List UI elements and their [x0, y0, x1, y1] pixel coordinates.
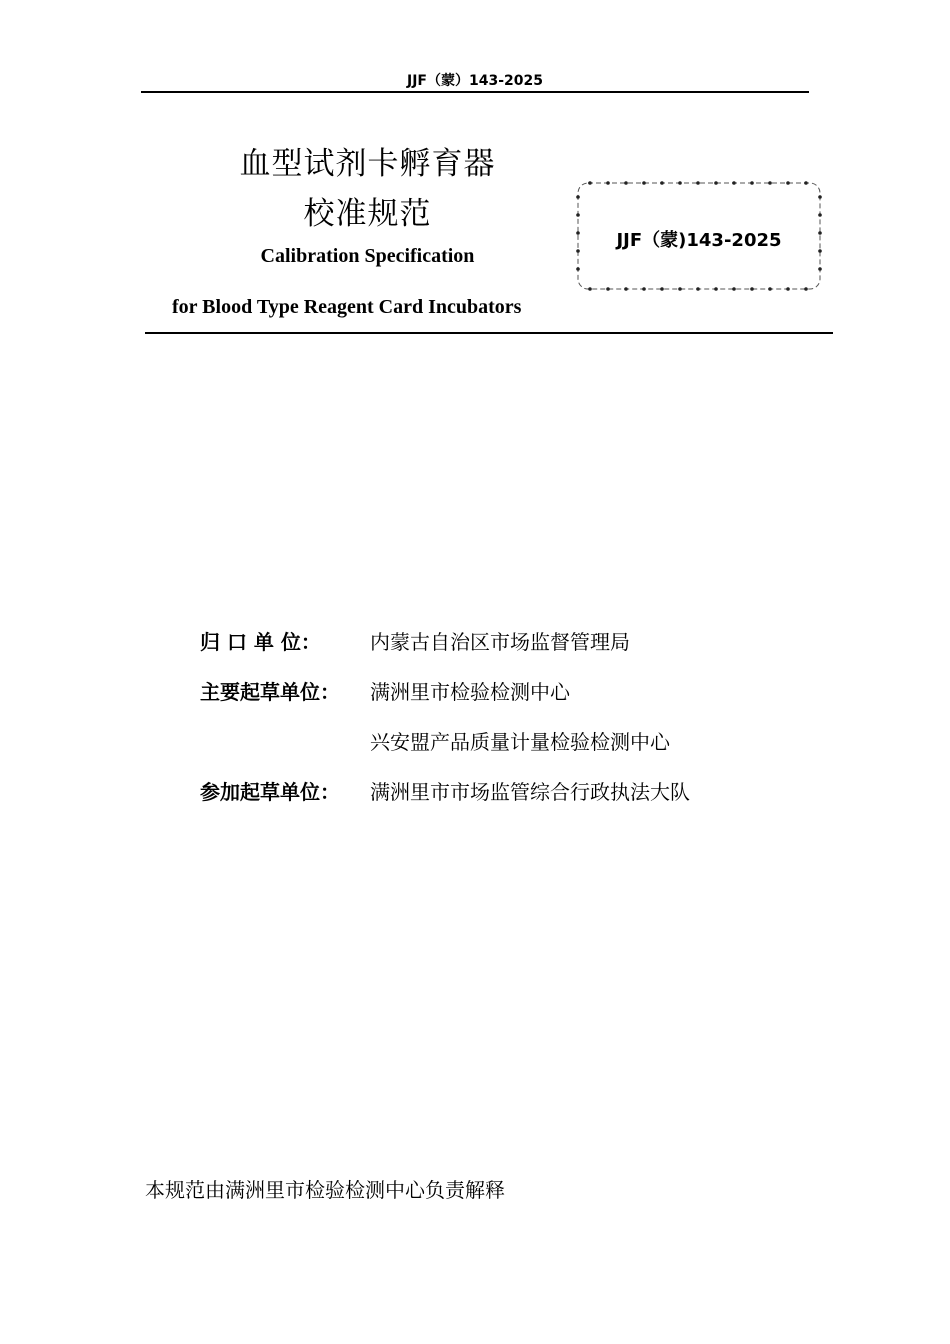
header-divider [141, 91, 809, 93]
border-ornament-dot [678, 181, 682, 185]
border-ornament-dot [732, 181, 736, 185]
interpretation-note: 本规范由满洲里市检验检测中心负责解释 [145, 1178, 505, 1202]
border-ornament-dot [768, 287, 772, 291]
border-ornament-dot [678, 287, 682, 291]
border-ornament-dot [768, 181, 772, 185]
border-ornament-dot [804, 287, 808, 291]
title-english-line-2: for Blood Type Reagent Card Incubators [172, 296, 522, 318]
title-divider [145, 332, 833, 334]
title-chinese-line-2: 校准规范 [303, 196, 432, 232]
border-ornament-dot [576, 267, 580, 271]
border-ornament-dot [818, 267, 822, 271]
border-ornament-dot [588, 181, 592, 185]
border-ornament-dot [818, 195, 822, 199]
border-ornament-dot [642, 287, 646, 291]
border-ornament-dot [786, 287, 790, 291]
border-ornament-dot [818, 213, 822, 217]
border-ornament-dot [588, 287, 592, 291]
title-english-line-1: Calibration Specification [260, 245, 475, 267]
border-ornament-dot [696, 181, 700, 185]
border-ornament-dot [660, 287, 664, 291]
org-value-main-drafter-1: 满洲里市检验检测中心 [370, 680, 570, 704]
border-ornament-dot [576, 213, 580, 217]
org-value-participating-drafter: 满洲里市市场监管综合行政执法大队 [370, 780, 690, 804]
border-ornament-dot [732, 287, 736, 291]
border-ornament-dot [696, 287, 700, 291]
border-ornament-dot [624, 287, 628, 291]
border-ornament-dot [750, 181, 754, 185]
border-ornament-dot [750, 287, 754, 291]
header-standard-code: JJF（蒙）143-2025 [407, 73, 543, 89]
border-ornament-dot [606, 287, 610, 291]
border-ornament-dot [714, 181, 718, 185]
standard-code-box-text: JJF（蒙)143-2025 [616, 230, 782, 251]
org-value-main-drafter-2: 兴安盟产品质量计量检验检测中心 [370, 730, 670, 754]
border-ornament-dot [786, 181, 790, 185]
border-ornament-dot [624, 181, 628, 185]
border-ornament-dot [660, 181, 664, 185]
org-label-responsible: 归 口 单 位： [200, 630, 321, 654]
org-label-main-drafter: 主要起草单位： [200, 680, 340, 704]
title-chinese-line-1: 血型试剂卡孵育器 [239, 146, 496, 182]
org-value-responsible: 内蒙古自治区市场监督管理局 [370, 630, 630, 654]
border-ornament-dot [642, 181, 646, 185]
border-ornament-dot [804, 181, 808, 185]
border-ornament-dot [576, 195, 580, 199]
border-ornament-dot [714, 287, 718, 291]
border-ornament-dot [606, 181, 610, 185]
standard-code-box [576, 181, 822, 291]
org-label-participating-drafter: 参加起草单位： [200, 780, 340, 804]
